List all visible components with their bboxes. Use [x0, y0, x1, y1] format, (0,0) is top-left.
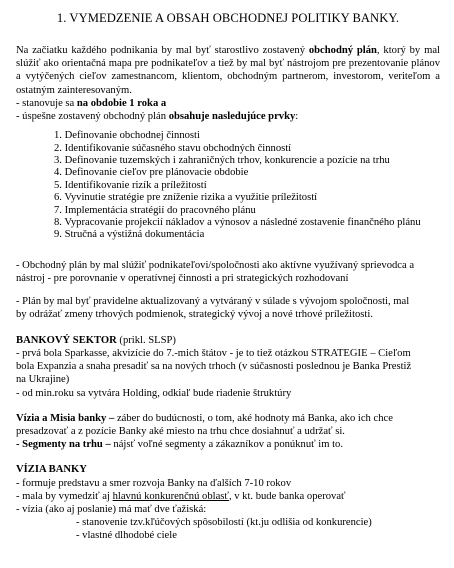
intro-text-1: Na začiatku každého podnikania by mal byť starostlivo zostavený — [16, 45, 309, 56]
bullet-period-text: - stanovuje sa — [16, 97, 77, 109]
bullet-content-end: : — [295, 111, 299, 123]
intro-bold-business-plan: obchodný plán — [308, 45, 377, 56]
vision-text-1: záber do budúcnosti, o tom, aké hodnoty má Banka, ako ich chce — [114, 412, 393, 424]
bullet-content-text: - úspešne zostavený obchodný plán — [16, 111, 169, 123]
plan-update-paragraph — [16, 295, 440, 321]
bullet-content — [16, 110, 440, 123]
section-heading — [16, 334, 440, 347]
vision-mission-section — [16, 412, 440, 452]
vision-item — [16, 490, 440, 503]
vision-item-pre: - mala by vymedziť aj — [16, 490, 113, 502]
list-item: 9. Stručná a výstižná dokumentácia — [54, 229, 205, 241]
segments-text: nájsť voľné segmenty a zákazníkov a ponúknuť im to. — [110, 439, 344, 451]
vision-item: - vízia (ako aj poslanie) má mať dve ťažiská: — [16, 503, 207, 515]
sector-line: na Ukrajine) — [16, 374, 70, 386]
vision-subitem: - vlastné dlhodobé ciele — [76, 530, 177, 542]
bullet-content-bold: obsahuje nasledujúce prvky — [168, 111, 296, 123]
vision-subitem: - stanovenie tzv.kľúčových spôsobilostí (kt.ju odlišia od konkurencie) — [76, 517, 372, 529]
banking-sector-heading: BANKOVÝ SEKTOR — [16, 334, 117, 346]
vision-text-2: presadzovať a z pozície Banky aké miesto na trhu chce dosiahnuť a udržať si. — [16, 425, 345, 437]
vision-line — [16, 412, 440, 425]
segments-label: - Segmenty na trhu – — [16, 439, 111, 451]
bullet-period — [16, 97, 440, 110]
plan-elements-list — [16, 130, 440, 242]
document-page — [0, 11, 454, 568]
list-item: 5. Identifikovanie rizík a príležitostí — [54, 179, 207, 191]
intro-paragraph — [16, 44, 440, 97]
plan-update-line: - Plán by mal byť pravidelne aktualizovaný a vytváraný v súlade s vývojom spoločnosti, mal — [16, 296, 410, 308]
intro-text-2: , ktorý by mal slúžiť ako orientačná mapa pre podnikateľov a tiež by mal byť nástrojom pre prezentovanie plánov a vytýčených cieľov zamestnancom, klientom, obchodným partnerom, investorom, veriteľom a ostatným zainteresovaným. — [16, 45, 440, 96]
vision-item: - formuje predstavu a smer rozvoja Banky na ďalších 7-10 rokov — [16, 477, 292, 489]
vision-mission-label: Vízia a Misia banky – — [16, 412, 115, 424]
banking-sector-note: (prikl. SLSP) — [116, 334, 176, 346]
page-title: 1. VYMEDZENIE A OBSAH OBCHODNEJ POLITIKY BANKY. — [56, 11, 400, 25]
sector-line: bola Expanzia a snaha presadiť sa na nových trhoch (v súčasnosti poslednou je Banka Prestiž — [16, 361, 412, 373]
list-item: 8. Vypracovanie projekcií nákladov a výnosov a následné zostavenie finančného plánu — [54, 217, 421, 229]
plan-tool-paragraph — [16, 259, 440, 285]
competitive-area-underlined: hlavnú konkurenčnú oblasť — [112, 490, 229, 502]
list-item: 1. Definovanie obchodnej činnosti — [54, 130, 200, 142]
vision-item-post: , v kt. bude banka operovať — [228, 490, 346, 502]
bank-vision-section — [16, 463, 440, 542]
list-item: 7. Implementácia stratégií do pracovného plánu — [54, 204, 256, 216]
sector-line: - od min.roku sa vytvára Holding, odkiaľ bude riadenie štruktúry — [16, 387, 292, 399]
list-item: 3. Definovanie tuzemských i zahraničných trhov, konkurencie a pozície na trhu — [54, 155, 390, 167]
banking-sector-section — [16, 334, 440, 400]
list-item: 6. Vyvinutie stratégie pre zníženie rizika a využitie príležitostí — [54, 192, 318, 204]
bank-vision-heading: VÍZIA BANKY — [16, 464, 87, 476]
plan-tool-line: nástroj - pre porovnanie v operatívnej činnosti a pri strategických rozhodovaní — [16, 273, 349, 285]
list-item: 4. Definovanie cieľov pre plánovacie obdobie — [54, 167, 249, 179]
segments-line — [16, 438, 440, 451]
plan-update-line: by odrážať zmeny trhových podmienok, strategický vývoj a nové trhové príležitosti. — [16, 309, 373, 321]
plan-tool-line: - Obchodný plán by mal slúžiť podnikateľovi/spoločnosti ako aktívne využívaný sprievodca a — [16, 259, 415, 271]
list-item: 2. Identifikovanie súčasného stavu obchodných činností — [54, 142, 292, 154]
sector-line: - prvá bola Sparkasse, akvizície do 7.-mich štátov - je to tiež otázkou STRATEGIE – Cieľom — [16, 347, 411, 359]
bullet-period-bold: na obdobie 1 roka a — [76, 97, 167, 109]
